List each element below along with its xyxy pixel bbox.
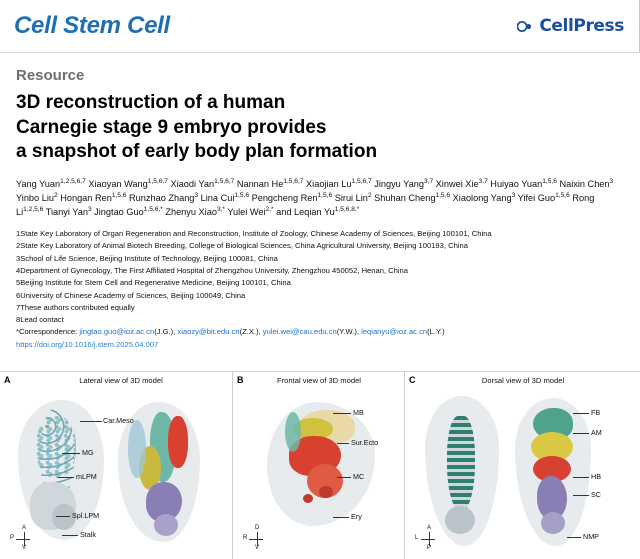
title-line-3: a snapshot of early body plan formation: [16, 141, 378, 163]
axis-label-top: A: [427, 525, 432, 531]
correspondence-initials: (J.G.): [154, 327, 174, 337]
affiliation-item: 1State Key Laboratory of Organ Regeneration and Reconstruction, Institute of Zoology, Chinese Academy of Sciences, Beijing 100101, China: [16, 229, 492, 239]
title-line-2: Carnegie stage 9 embryo provides: [16, 116, 327, 138]
structure-nmp: [541, 512, 565, 534]
leader-line: [62, 535, 78, 536]
leader-line: [337, 443, 349, 444]
correspondence-initials: (Y.W.): [336, 327, 357, 337]
fig-label-nmp: NMP: [583, 532, 599, 541]
affiliation-item: 6University of Chinese Academy of Sciences, Beijing 100049, China: [16, 290, 246, 300]
figure-panel-a: [0, 372, 232, 559]
axis-label-top: A: [22, 525, 27, 531]
correspondence-email[interactable]: yulei.wei@cau.edu.cn: [262, 327, 337, 337]
leader-line: [573, 495, 589, 496]
fig-label-fb: FB: [591, 408, 601, 417]
leader-line: [567, 537, 581, 538]
affiliation-item: 5Beijing Institute for Stem Cell and Regenerative Medicine, Beijing 100101, China: [16, 278, 291, 288]
article-header: [0, 53, 640, 349]
axis-label-bottom: V: [255, 545, 260, 551]
fig-label-sc: SC: [591, 490, 601, 499]
affiliation-item: 7These authors contributed equally: [16, 302, 135, 312]
leader-line: [333, 517, 349, 518]
correspondence-email[interactable]: leqianyu@ioz.ac.cn: [361, 327, 428, 337]
leader-line: [58, 477, 74, 478]
panel-caption-b: Frontal view of 3D model: [277, 376, 361, 385]
doi-link[interactable]: https://doi.org/10.1016/j.stem.2025.04.007: [16, 339, 159, 349]
cellpress-logo: [517, 16, 624, 36]
leader-line: [333, 413, 351, 414]
embryo-3d-model-lateral[interactable]: [0, 386, 232, 559]
axis-label-left: P: [10, 535, 15, 541]
fig-label-am: AM: [591, 428, 602, 437]
leader-line: [80, 421, 102, 422]
affiliation-item: 3School of Life Science, Beijing Institute of Technology, Beijing 100081, China: [16, 253, 278, 263]
page-title: [16, 91, 536, 165]
journal-title: Cell Stem Cell: [14, 12, 170, 39]
title-line-1: 3D reconstruction of a human: [16, 92, 286, 113]
structure-ery: [319, 486, 333, 498]
leader-line: [62, 453, 80, 454]
structure-nmp: [445, 506, 475, 534]
fig-label-mb: MB: [353, 408, 364, 417]
fig-label-mc: MC: [353, 472, 365, 481]
affiliation-item: 8Lead contact: [16, 315, 64, 325]
leader-line: [56, 516, 70, 517]
fig-label-mg: MG: [82, 448, 94, 457]
fig-label-spl-lpm: Spl.LPM: [72, 511, 100, 520]
structure-meso: [285, 412, 301, 452]
cellpress-wordmark: CellPress: [539, 16, 624, 36]
figure-graphical-abstract: [0, 371, 640, 559]
correspondence-label: *Correspondence:: [16, 327, 78, 337]
fig-label-ery: Ery: [351, 512, 362, 521]
panel-caption-c: Dorsal view of 3D model: [481, 376, 565, 385]
affiliation-item: 2State Key Laboratory of Animal Biotech Breeding, College of Biological Sciences, China Agricultural University, Beijing 100193, China: [16, 241, 468, 251]
figure-panel-c: [404, 372, 640, 559]
leader-line: [337, 477, 351, 478]
fig-label-mlpm: mLPM: [76, 472, 97, 481]
fig-label-stalk: Stalk: [80, 530, 96, 539]
axis-label-left: L: [415, 535, 419, 541]
axis-label-left: R: [243, 535, 248, 541]
structure-mlpm: [128, 420, 146, 478]
panel-caption-a: Lateral view of 3D model: [79, 376, 163, 385]
embryo-3d-model-dorsal[interactable]: [405, 386, 640, 559]
structure-stalk: [154, 514, 178, 536]
figure-panel-b: [232, 372, 405, 559]
page-header: [0, 0, 640, 53]
panel-letter-b: B: [237, 375, 244, 385]
structure-car-meso: [168, 416, 188, 468]
panel-letter-c: C: [409, 375, 416, 385]
fig-label-sur-ecto: Sur.Ecto: [351, 438, 379, 447]
neural-tube-segments: [447, 416, 475, 512]
correspondence-initials: (L.Y.): [427, 327, 445, 337]
author-list: Yang Yuan$^{1,2,5,6,7}$ Xiaoyan Wang$^{1,5,6,7}$ Xiaodi Yan$^{1,5,6,7}$ Nannan He$^{1,5,6,7}$ Xiaojian Lu$^{1,5,6,7}$ Jingyu Yang$^{3,7}$ Xinwei Xie$^{3,7}$ Huiyao Yuan$^{1,5,6}$ Naixin Chen$^3$ Yinbo Liu$^2$ Hongan Ren$^{1,5,6}$ Runzhao Zhang$^3$ Lina Cui$^{1,5,6}$ Pengcheng Ren$^{1,5,6}$ Sirui Lin$^2$ Shuhan Cheng$^{1,5,6}$ Xiaolong Yang$^3$ Yifei Guo$^{1,5,6}$ Rong Li$^{1,2,5,6}$ Tianyi Yan$^3$ Jingtao Guo$^{1,5,6,*}$ Zhenyu Xiao$^{3,*}$ Yulei Wei$^{2,*}$ and Leqian $Yu^{1,5,6,8,*}$: [16, 178, 614, 218]
axis-label-bottom: V: [22, 545, 27, 551]
doi-line: [16, 340, 624, 349]
cellpress-logo-icon: [517, 18, 534, 35]
correspondence-initials: (Z.X.): [239, 327, 259, 337]
article-type-label: Resource: [16, 67, 85, 84]
fig-label-car-meso: Car.Meso: [103, 416, 134, 425]
panel-letter-a: A: [4, 375, 11, 385]
fig-label-hb: HB: [591, 472, 601, 481]
correspondence-email[interactable]: jingtao.guo@ioz.ac.cn: [79, 327, 155, 337]
axis-label-top: D: [255, 525, 260, 531]
leader-line: [573, 433, 589, 434]
correspondence-email[interactable]: xiaozy@bit.edu.cn: [177, 327, 240, 337]
affiliation-list: [16, 228, 624, 339]
axis-label-bottom: P: [427, 545, 432, 551]
affiliation-item: 4Department of Gynecology, The First Affiliated Hospital of Zhengzhou University, Zhengzhou 450052, Henan, China: [16, 265, 409, 275]
axis-indicator-b: [243, 525, 273, 552]
axis-indicator-c: [415, 525, 445, 552]
leader-line: [573, 413, 589, 414]
embryo-3d-model-frontal[interactable]: [233, 386, 405, 559]
axis-indicator-a: [10, 525, 40, 552]
correspondence-line: *Correspondence: jingtao.guo@ioz.ac.cn(J.G.), xiaozy@bit.edu.cn(Z.X.), yulei.wei@cau.edu.cn(Y.W.), leqianyu@ioz.ac.cn(L.Y.): [16, 327, 445, 337]
structure-ery: [303, 494, 313, 503]
leader-line: [573, 477, 589, 478]
